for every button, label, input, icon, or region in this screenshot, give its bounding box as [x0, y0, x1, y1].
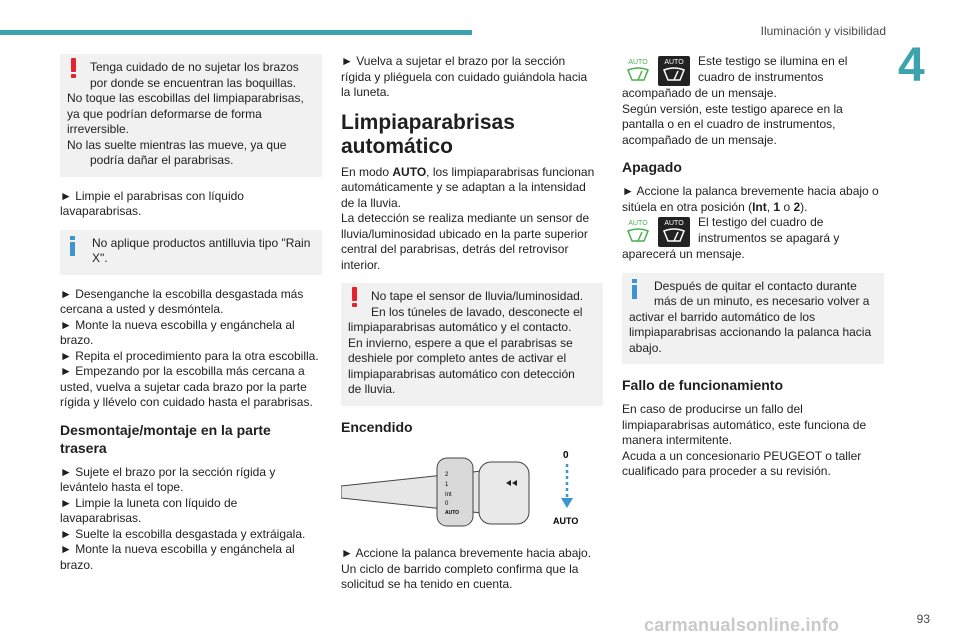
lever-label-auto: AUTO	[553, 515, 579, 526]
auto-wiper-filled-icon	[658, 56, 690, 86]
svg-text:AUTO: AUTO	[628, 59, 648, 66]
chapter-number: 4	[898, 39, 925, 92]
svg-text:AUTO: AUTO	[628, 220, 648, 227]
lamp-on-note: AUTO AUTO Este testigo se ilumina en el cuadro de instrumentos	[622, 54, 884, 86]
ring-label-0: 0	[445, 500, 449, 507]
watermark: carmanualsonline.info	[644, 615, 840, 635]
steps-rear-blade: ► Sujete el brazo por la sección rígida y levántelo hasta el tope. ► Limpie la luneta con líquido de lavaparabrisas. ► Suelte la escobilla desgastada y extráigala. ► Monte la nueva escobilla y engánchela al brazo.	[60, 464, 306, 572]
intro-paragraph: En modo AUTO, los limpiaparabrisas funcionan automáticamente y se adaptan a la intensidad de la lluvia. La detección se realiza mediante un sensor de lluvia/luminosidad ubicado en la parte superior central del parabrisas, detrás del retrovisor interior.	[341, 164, 595, 272]
title-automatic-wipers: Limpiaparabrisas automático	[341, 110, 515, 158]
auto-wiper-filled-icon	[658, 217, 690, 247]
step-fold-arm: ► Vuelva a sujetar el brazo por la sección rígida y pliéguela con cuidado guiándola hacia la luneta.	[341, 54, 588, 99]
warning-icon	[71, 58, 77, 78]
warning-box-sensor: No tape el sensor de lluvia/luminosidad. En los túneles de lavado, desconecte el limpiaparabrisas automático y el contacto. En invierno, espere a que el parabrisas se deshiele por completo antes de activar el limpiaparabrisas automático con detección de lluvia.	[341, 283, 603, 406]
wiper-lever-illustration	[341, 448, 581, 532]
svg-text:AUTO: AUTO	[664, 59, 684, 66]
warning-box: Tenga cuidado de no sujetar los brazos por donde se encuentran las boquillas. No toque las escobillas del limpiaparabrisas, ya que podrían deformarse de forma irreversible. No las suelte mientras las mueve, ya que podría dañar el parabrisas.	[60, 54, 322, 177]
malfunction-text: En caso de producirse un fallo del limpiaparabrisas automático, este funciona de manera intermitente. Acuda a un concesionario PEUGEOT o taller cualificado para proceder a su revisión.	[622, 402, 867, 478]
ring-label-int: Int	[445, 491, 452, 498]
step-activate: ► Accione la palanca brevemente hacia abajo. Un ciclo de barrido completo confirma que la solicitud se ha tenido en cuenta.	[341, 546, 592, 591]
warning-icon	[352, 287, 358, 307]
heading-malfunction: Fallo de funcionamiento	[622, 377, 784, 393]
heading-rear: Desmontaje/montaje en la parte trasera	[60, 421, 271, 456]
section-title: Iluminación y visibilidad	[760, 24, 886, 38]
column-left	[60, 54, 322, 573]
step-clean-windscreen: ► Limpie el parabrisas con líquido lavaparabrisas.	[60, 188, 244, 218]
column-right: AUTO AUTO Este testigo se ilumina en el cuadro de instrumentos acompañado de un mensaje. Según versión, este testigo aparece en la pantalla o en el cuadro de instrumentos, acompañado de un mensaje. Apagado ► Accione la palanca brevemente hacia abajo o sitúela en otra posición (Int, 1 o 2). AUTO AUTO El testigo del cuadro de instrumentos se apagará y aparecerá un mensaje. Después de quitar el contacto durante más de un minuto, es necesario volver a activar el barrido automático de los limpiaparabrisas accionando la palanca hacia abajo. Fallo de funcionamiento En caso de producirse un fallo del limpiaparabrisas automático, este funciona de manera intermitente. Acuda a un concesionario PEUGEOT o taller cualificado para proceder a su revisión.	[622, 54, 884, 480]
heading-off: Apagado	[622, 159, 682, 175]
lever-label-0: 0	[563, 449, 569, 461]
heading-on: Encendido	[341, 418, 413, 435]
steps-replace-blade: ► Desenganche la escobilla desgastada más cercana a usted y desmóntela. ► Monte la nueva escobilla y engánchela al brazo. ► Repita el procedimiento para la otra escobilla. ► Empezando por la escobilla más cercana a usted, vuelva a sujetar cada brazo por la parte rígida y llévelo con cuidado hasta el parabrisas.	[60, 286, 319, 409]
svg-text:AUTO: AUTO	[664, 220, 684, 227]
lamp-off-note: AUTO AUTO El testigo del cuadro de instrumentos se apagará y	[622, 215, 884, 247]
auto-wiper-outline-icon	[622, 56, 654, 86]
ring-label-1: 1	[445, 481, 449, 488]
ring-label-2: 2	[445, 471, 449, 478]
page-number: 93	[916, 612, 930, 626]
step-deactivate: ► Accione la palanca brevemente hacia abajo o sitúela en otra posición (Int, 1 o 2).	[622, 184, 879, 214]
info-icon	[70, 236, 76, 256]
header-accent-bar	[0, 30, 472, 35]
info-icon	[632, 279, 638, 299]
info-box: No aplique productos antilluvia tipo "Rain X".	[60, 230, 322, 275]
column-middle	[341, 54, 603, 593]
auto-wiper-outline-icon	[622, 217, 654, 247]
info-box-reactivate: Después de quitar el contacto durante más de un minuto, es necesario volver a activar el barrido automático de los limpiaparabrisas accionando la palanca hacia abajo.	[622, 273, 884, 365]
ring-label-auto: AUTO	[445, 509, 460, 516]
arrow-down-icon	[561, 498, 573, 508]
